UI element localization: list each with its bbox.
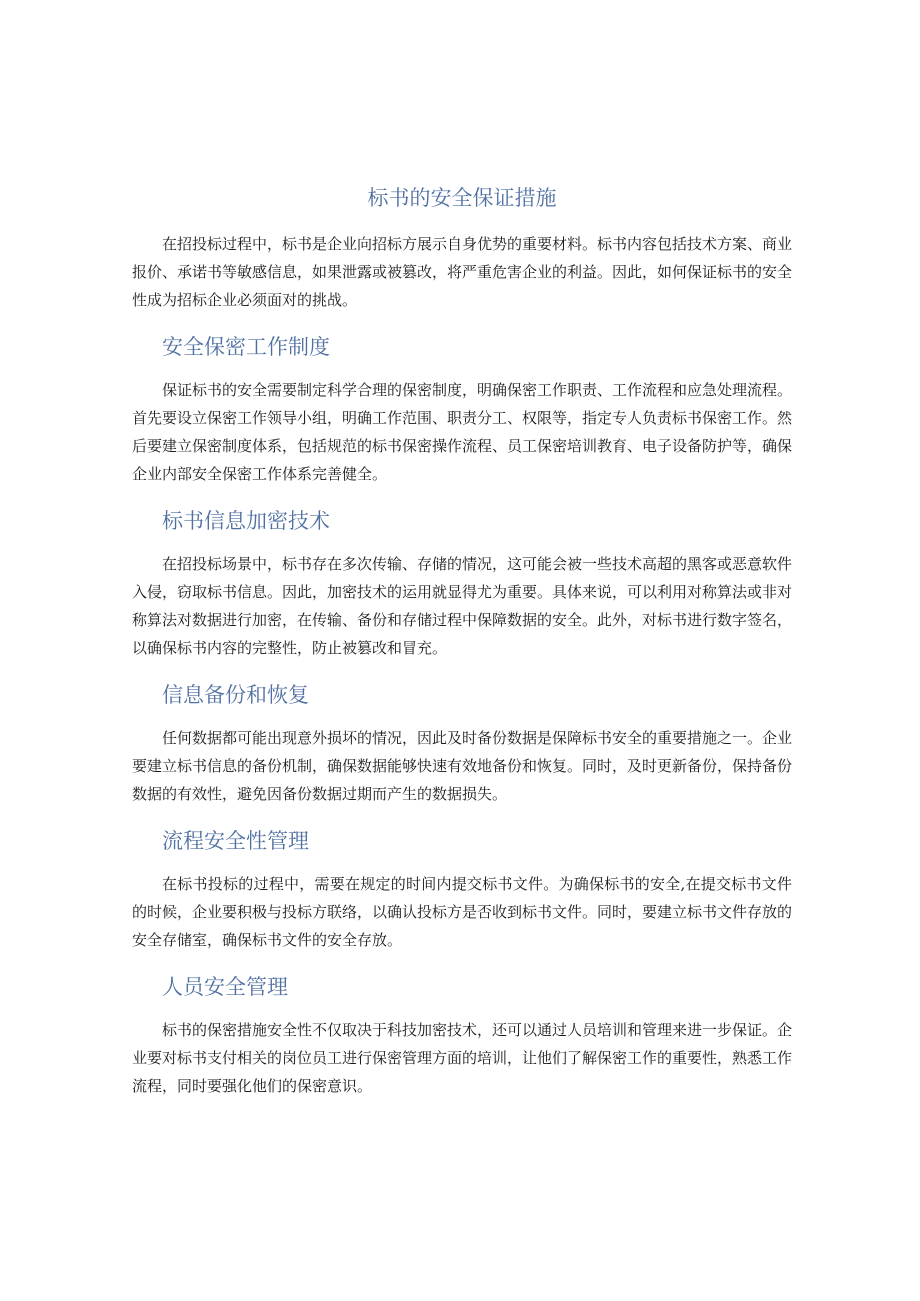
section-body-backup-recovery: 任何数据都可能出现意外损坏的情况，因此及时备份数据是保障标书安全的重要措施之一。企业要建立标书信息的备份机制，确保数据能够快速有效地备份和恢复。同时，及时更新备份，保持备份数据的有效性，避免因备份数据过期而产生的数据损失。 xyxy=(132,729,793,803)
section-heading-personnel-security: 人员安全管理 xyxy=(162,975,288,999)
section-heading-process-security: 流程安全性管理 xyxy=(162,829,309,853)
section-body-process-security: 在标书投标的过程中，需要在规定的时间内提交标书文件。为确保标书的安全,在提交标书文件的时候，企业要积极与投标方联络，以确认投标方是否收到标书文件。同时，要建立标书文件存放的安全存储室，确保标书文件的安全存放。 xyxy=(132,875,793,949)
section-heading-confidentiality-system: 安全保密工作制度 xyxy=(162,335,330,359)
section-heading-backup-recovery: 信息备份和恢复 xyxy=(162,683,309,707)
document-page xyxy=(132,180,792,1100)
section-heading-encryption: 标书信息加密技术 xyxy=(162,509,330,533)
section-body-encryption: 在招投标场景中，标书存在多次传输、存储的情况，这可能会被一些技术高超的黑客或恶意软件入侵，窃取标书信息。因此，加密技术的运用就显得尤为重要。具体来说，可以利用对称算法或非对称算法对数据进行加密，在传输、备份和存储过程中保障数据的安全。此外，对标书进行数字签名，以确保标书内容的完整性，防止被篡改和冒充。 xyxy=(132,555,793,657)
intro-paragraph: 在招投标过程中，标书是企业向招标方展示自身优势的重要材料。标书内容包括技术方案、商业报价、承诺书等敏感信息，如果泄露或被篡改，将严重危害企业的利益。因此，如何保证标书的安全性成为招标企业必须面对的挑战。 xyxy=(132,235,793,309)
document-title: 标书的安全保证措施 xyxy=(367,186,557,210)
section-body-confidentiality-system: 保证标书的安全需要制定科学合理的保密制度，明确保密工作职责、工作流程和应急处理流程。首先要设立保密工作领导小组，明确工作范围、职责分工、权限等，指定专人负责标书保密工作。然后要建立保密制度体系，包括规范的标书保密操作流程、员工保密培训教育、电子设备防护等，确保企业内部安全保密工作体系完善健全。 xyxy=(132,381,793,483)
section-body-personnel-security: 标书的保密措施安全性不仅取决于科技加密技术，还可以通过人员培训和管理来进一步保证。企业要对标书支付相关的岗位员工进行保密管理方面的培训，让他们了解保密工作的重要性，熟悉工作流程，同时要强化他们的保密意识。 xyxy=(132,1021,793,1095)
